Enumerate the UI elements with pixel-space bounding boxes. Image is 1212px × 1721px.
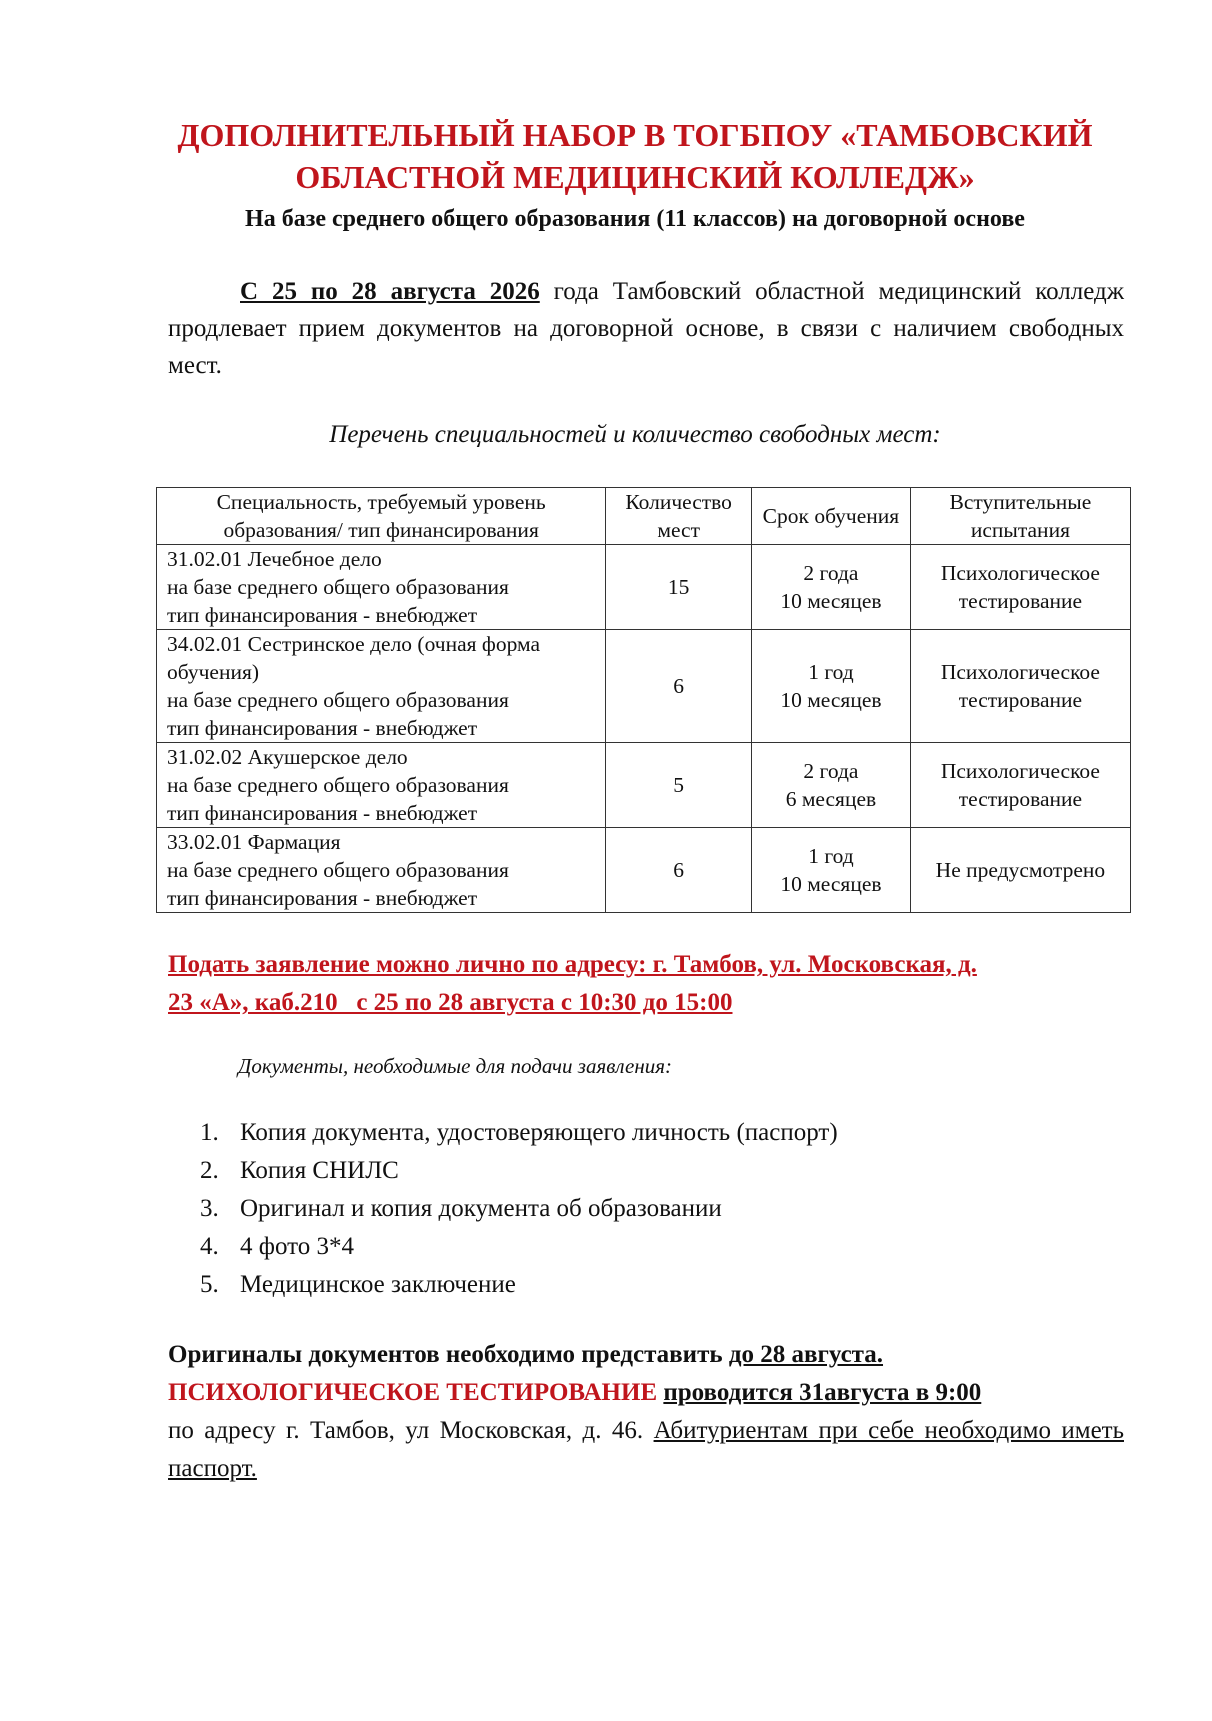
spec-line: 34.02.01 Сестринское дело (очная форма (167, 632, 541, 656)
exam-line: Психологическое (940, 660, 1100, 684)
cell-specialty (157, 828, 606, 913)
term-line: 1 год (808, 660, 854, 684)
list-item (200, 1228, 838, 1266)
specialties-heading: Перечень специальностей и количество свободных мест: (329, 421, 941, 448)
spec-line: тип финансирования - внебюджет (167, 886, 478, 910)
title-line-1: ДОПОЛНИТЕЛЬНЫЙ НАБОР В ТОГБПОУ «ТАМБОВСКИЙ (177, 117, 1093, 153)
exam-line: тестирование (958, 787, 1083, 811)
cell-specialty (157, 545, 606, 630)
list-item (200, 1114, 838, 1152)
spec-line: тип финансирования - внебюджет (167, 801, 478, 825)
list-text: Копия документа, удостоверяющего личность (паспорт) (240, 1119, 838, 1146)
exam-line: Психологическое (940, 759, 1100, 783)
exam-line: Не предусмотрено (935, 858, 1106, 882)
testing-label: ПСИХОЛОГИЧЕСКОЕ ТЕСТИРОВАНИЕ (168, 1379, 658, 1406)
term-line: 10 месяцев (780, 688, 882, 712)
intro-text: года Тамбовский областной медицинский колледж продлевает прием документов на договорной основе, в связи с наличием свободных мест. (168, 278, 1124, 379)
spec-line: 31.02.01 Лечебное дело (167, 547, 382, 571)
exam-line: тестирование (958, 688, 1083, 712)
cell-exams (910, 828, 1130, 913)
intro-paragraph (168, 273, 1124, 384)
originals-deadline: до 28 августа. (728, 1341, 884, 1368)
apply-line-1: Подать заявление можно лично по адресу: г. Тамбов, ул. Московская, д. (168, 951, 977, 978)
table-row (157, 545, 1131, 630)
cell-term (752, 545, 911, 630)
cell-term (752, 743, 911, 828)
exam-line: тестирование (958, 589, 1083, 613)
term-line: 10 месяцев (780, 589, 882, 613)
exam-line: Психологическое (940, 561, 1100, 585)
page-title (150, 114, 1120, 198)
spec-line: тип финансирования - внебюджет (167, 716, 478, 740)
table-row (157, 630, 1131, 743)
final-paragraph (168, 1336, 1124, 1488)
cell-term (752, 630, 911, 743)
cell-places: 15 (606, 545, 752, 630)
passport-note: Абитуриентам при себе необходимо иметь паспорт. (168, 1417, 1124, 1482)
spec-line: на базе среднего общего образования (167, 575, 509, 599)
testing-address: по адресу г. Тамбов, ул Московская, д. 46. (168, 1417, 654, 1444)
header-exams: Вступительные испытания (910, 488, 1130, 545)
table-row (157, 743, 1131, 828)
apply-line-2: 23 «А», каб.210 с 25 по 28 августа с 10:30 до 15:00 (168, 989, 733, 1016)
cell-specialty (157, 743, 606, 828)
table-row (157, 828, 1131, 913)
header-term: Срок обучения (752, 488, 911, 545)
list-number: 3. (200, 1195, 219, 1222)
page-subtitle: На базе среднего общего образования (11 классов) на договорной основе (245, 206, 1025, 232)
list-text: Медицинское заключение (240, 1271, 516, 1298)
spec-line: тип финансирования - внебюджет (167, 603, 478, 627)
cell-places: 6 (606, 828, 752, 913)
list-number: 4. (200, 1233, 219, 1260)
header-specialty: Специальность, требуемый уровень образования/ тип финансирования (157, 488, 606, 545)
title-line-2: ОБЛАСТНОЙ МЕДИЦИНСКИЙ КОЛЛЕДЖ» (295, 159, 975, 195)
testing-when: проводится 31августа в 9:00 (663, 1379, 982, 1406)
term-line: 2 года (803, 759, 859, 783)
spec-line: на базе среднего общего образования (167, 858, 509, 882)
term-line: 6 месяцев (785, 787, 877, 811)
table-header-row (157, 488, 1131, 545)
term-line: 1 год (808, 844, 854, 868)
intro-dates: С 25 по 28 августа 2026 (240, 278, 540, 305)
spec-line: на базе среднего общего образования (167, 773, 509, 797)
list-item (200, 1266, 838, 1304)
cell-exams (910, 743, 1130, 828)
list-number: 5. (200, 1271, 219, 1298)
spec-line: 33.02.01 Фармация (167, 830, 341, 854)
list-number: 1. (200, 1119, 219, 1146)
list-item (200, 1152, 838, 1190)
term-line: 2 года (803, 561, 859, 585)
cell-places: 6 (606, 630, 752, 743)
term-line: 10 месяцев (780, 872, 882, 896)
list-number: 2. (200, 1157, 219, 1184)
spec-line: на базе среднего общего образования (167, 688, 509, 712)
cell-specialty (157, 630, 606, 743)
originals-text: Оригиналы документов необходимо представить (168, 1341, 729, 1368)
header-places: Количество мест (606, 488, 752, 545)
cell-exams (910, 630, 1130, 743)
cell-term (752, 828, 911, 913)
list-text: Копия СНИЛС (240, 1157, 399, 1184)
list-text: 4 фото 3*4 (240, 1233, 354, 1260)
documents-list (200, 1114, 838, 1304)
specialties-table (156, 487, 1131, 913)
list-text: Оригинал и копия документа об образовании (240, 1195, 722, 1222)
spec-line: 31.02.02 Акушерское дело (167, 745, 408, 769)
cell-places: 5 (606, 743, 752, 828)
apply-address-notice (168, 946, 1124, 1022)
documents-heading: Документы, необходимые для подачи заявления: (238, 1054, 673, 1078)
spec-line: обучения) (167, 660, 260, 684)
list-item (200, 1190, 838, 1228)
cell-exams (910, 545, 1130, 630)
